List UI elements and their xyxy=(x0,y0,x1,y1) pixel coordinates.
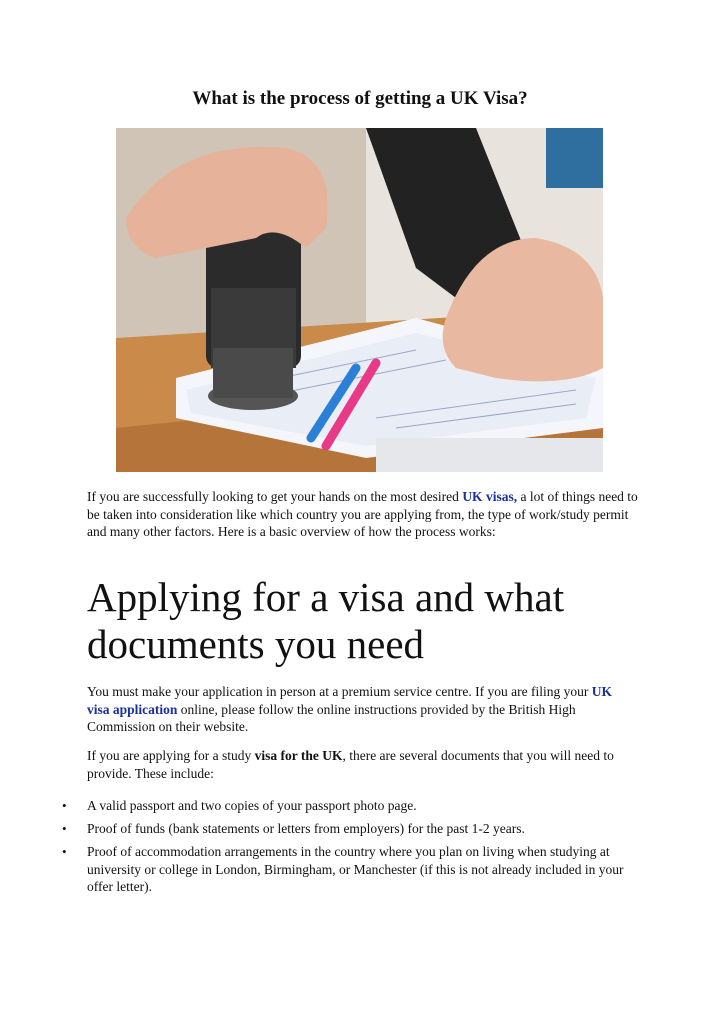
list-item xyxy=(62,820,647,838)
list-item xyxy=(62,843,647,896)
stamp-photo-illustration xyxy=(116,128,603,472)
intro-text-before: If you are successfully looking to get your hands on the most desired xyxy=(87,489,463,504)
application-text-before: You must make your application in person at a premium service centre. If you are filing your xyxy=(87,684,592,699)
bullet-icon: • xyxy=(62,798,67,813)
list-item xyxy=(62,797,647,815)
section-heading: Applying for a visa and what documents you need xyxy=(87,574,565,667)
documents-list xyxy=(62,797,647,901)
bullet-icon: • xyxy=(62,821,67,836)
intro-paragraph xyxy=(87,488,642,541)
list-item-text: Proof of funds (bank statements or letters from employers) for the past 1-2 years. xyxy=(87,821,525,836)
application-text-after: online, please follow the online instructions provided by the British High Commission on their website. xyxy=(87,701,576,734)
bullet-icon: • xyxy=(62,844,67,859)
intro-text-after: a lot of things need to be taken into consideration like which country you are applying from, the type of work/study permit and many other factors. Here is a basic overview of how the process works: xyxy=(87,489,638,539)
list-item-text: A valid passport and two copies of your passport photo page. xyxy=(87,798,417,813)
documents-paragraph xyxy=(87,747,632,782)
list-item-text: Proof of accommodation arrangements in the country where you plan on living when studying at university or college in London, Birmingham, or Manchester (if this is not already included in your offer letter). xyxy=(87,844,624,894)
documents-text-before: If you are applying for a study xyxy=(87,748,255,763)
uk-visa-application-link[interactable]: UK visa application xyxy=(87,684,612,717)
stamp-photo xyxy=(116,128,603,472)
application-paragraph xyxy=(87,683,632,736)
uk-visas-link[interactable]: UK visas, xyxy=(462,489,518,504)
visa-for-uk-bold: visa for the UK xyxy=(254,748,343,763)
page-title: What is the process of getting a UK Visa? xyxy=(192,88,528,109)
documents-text-after: , there are several documents that you will need to provide. These include: xyxy=(87,748,614,781)
